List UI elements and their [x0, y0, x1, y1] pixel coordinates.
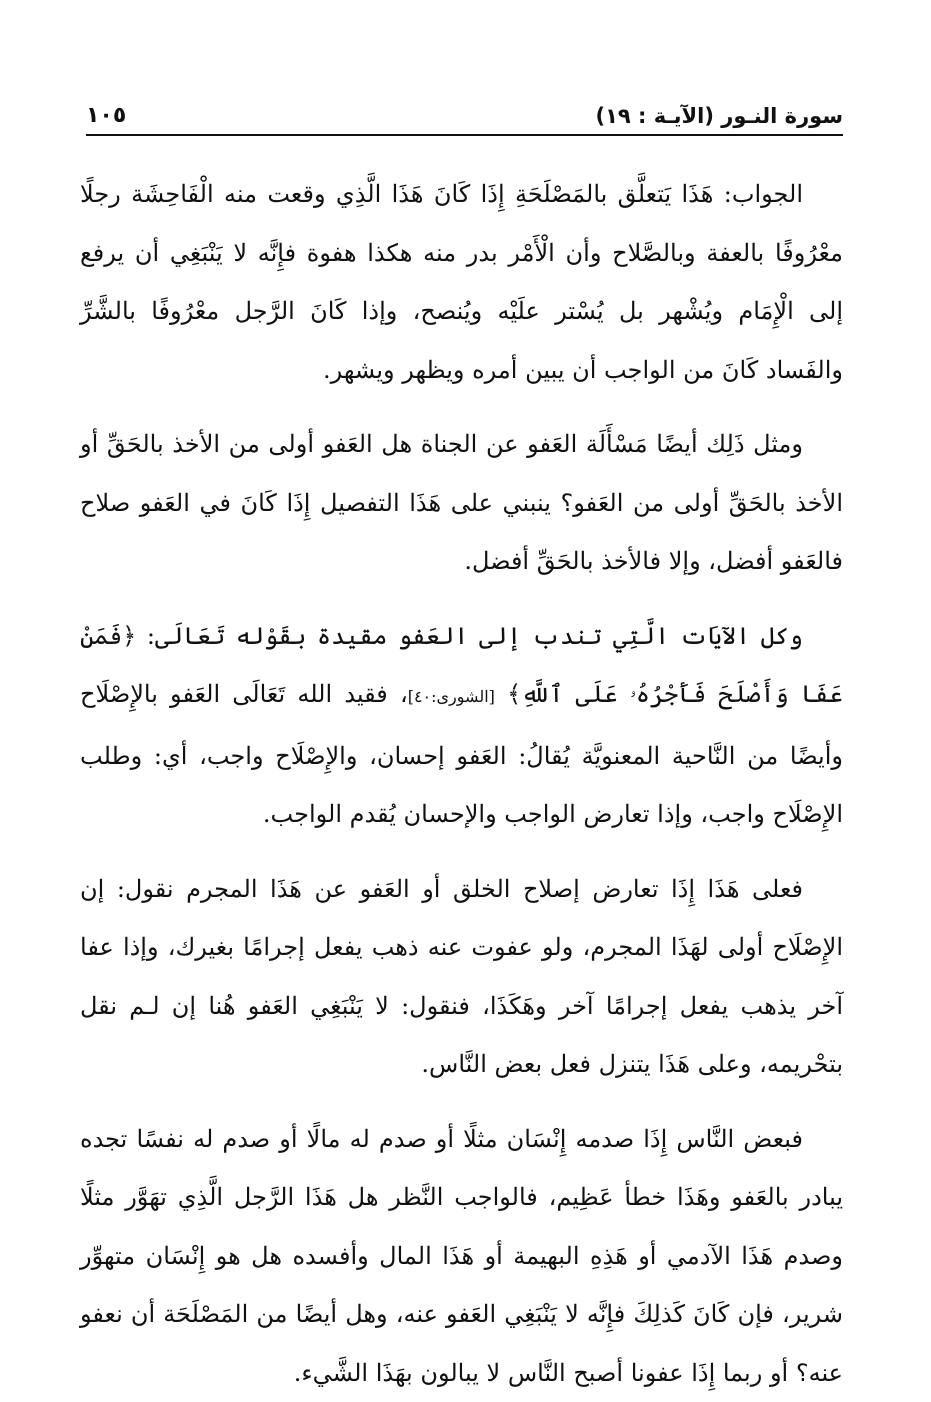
paragraph-3-rest: ، فقيد الله تَعَالَى العَفو بالإِصْلَاح وأيضًا من النَّاحية المعنويَّة يُقالُ: العَفو إحسان، والإِصْلَاح واجب، أي: وطلب الإِصْلَاح واجب، وإذا تعارض الواجب والإحسان يُقدم الواجب.	[80, 680, 843, 828]
page-header	[86, 94, 843, 136]
paragraph-3	[80, 607, 843, 844]
paragraph-5: فبعض النَّاس إِذَا صدمه إِنْسَان مثلًا أو صدم له مالًا أو صدم له نفسًا تجده يبادر بالعَفو وهَذَا خطأ عَظِيم، فالواجب النَّظر هل هَذَا الرَّجل الَّذِي تهَوَّر مثلًا وصدم هَذَا الآدمي أو هَذِهِ البهيمة أو هَذَا المال وأفسده هل هو إِنْسَان متهوِّر شرير، فإن كَانَ كَذلِكَ فإِنَّه لا يَنْبَغِي العَفو عنه، وهل أيضًا من المَصْلَحَة أن نعفو عنه؟ أو ربما إِذَا عفونا أصبح النَّاس لا يبالون بهَذَا الشَّيء.	[80, 1110, 843, 1402]
verse-citation: [الشورى:٤٠]	[408, 687, 495, 706]
paragraph-2: ومثل ذَلِك أيضًا مَسْأَلَة العَفو عن الجناة هل العَفو أولى من الأخذ بالحَقِّ أو الأخذ بالحَقِّ أولى من العَفو؟ ينبني على هَذَا التفصيل إِذَا كَانَ في العَفو صلاح فالعَفو أفضل، وإلا فالأخذ بالحَقِّ أفضل.	[80, 415, 843, 591]
surah-title: سورة النـور (الآيـة : ١٩)	[595, 104, 843, 134]
paragraph-4: فعلى هَذَا إِذَا تعارض إصلاح الخلق أو العَفو عن هَذَا المجرم نقول: إن الإِصْلَاح أولى لهَذَا المجرم، ولو عفوت عنه ذهب يفعل إجرامًا بغيرك، وإذا عفا آخر يذهب يفعل إجرامًا آخر وهَكَذَا، فنقول: لا يَنْبَغِي العَفو هُنا إن لـم نقل بتحْريمه، وعلى هَذَا يتنزل فعل بعض النَّاس.	[80, 860, 843, 1094]
body-text	[80, 165, 843, 1402]
paragraph-1: الجواب: هَذَا يَتعلَّق بالمَصْلَحَةِ إِذَا كَانَ هَذَا الَّذِي وقعت منه الْفَاحِشَة رجلًا معْرُوفًا بالعفة وبالصَّلاح وأن الْأَمْر بدر منه هكذا هفوة فإِنَّه لا يَنْبَغِي أن يرفع إلى الْإِمَام ويُشْهر بل يُسْتر علَيْه ويُنصح، وإذا كَانَ الرَّجل معْرُوفًا بالشَّرِّ والفَساد كَانَ من الواجب أن يبين أمره ويظهر ويشهر.	[80, 165, 843, 399]
verse-quote: وكل الآيَات الَّتِي تندب إلى العَفو مقيدة بقَوْله تَعَالَى: ﴿فَمَنْ عَفَا وَأَصْلَحَ فَأَجْرُهُۥ عَلَى ٱللَّهِ﴾	[80, 622, 843, 709]
page-number: ١٠٥	[86, 103, 126, 134]
